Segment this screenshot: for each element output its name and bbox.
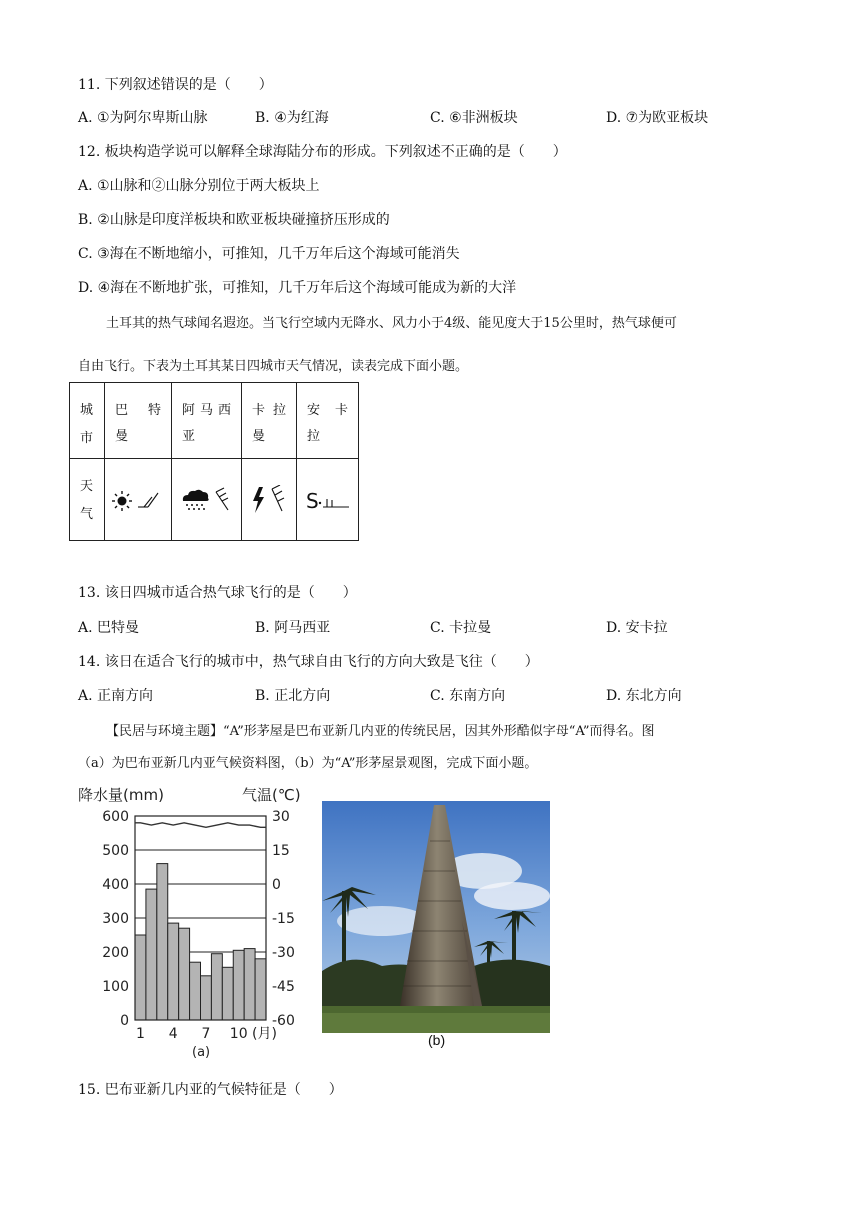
- y-tick-label: 200: [102, 945, 129, 961]
- precip-bar: [255, 959, 266, 1020]
- y2-tick-label: -15: [272, 911, 295, 927]
- png-intro-line2: （a）为巴布亚新几内亚气候资料图，（b）为“A”形茅屋景观图，完成下面小题。: [78, 756, 538, 771]
- q13-option-c: C. 卡拉曼: [430, 620, 492, 636]
- y-tick-label: 0: [120, 1013, 129, 1029]
- precip-bar: [168, 923, 179, 1020]
- city-karaman: 卡 拉 曼: [242, 383, 297, 459]
- turkey-intro-line1: 土耳其的热气球闻名遐迩。当飞行空域内无降水、风力小于4级、能见度大于15公里时，热气球便可: [106, 316, 677, 331]
- weather-table: [69, 382, 359, 541]
- y2-tick-label: 30: [272, 809, 290, 825]
- precip-bar: [135, 935, 146, 1020]
- city-ankara: 安 卡 拉: [297, 383, 359, 459]
- q12-option-d: D. ④海在不断地扩张，可推知，几千万年后这个海域可能成为新的大洋: [78, 280, 517, 296]
- y2-tick-label: -60: [272, 1013, 295, 1029]
- y2-tick-label: -45: [272, 979, 295, 995]
- temperature-line: [135, 823, 266, 828]
- q14-option-d: D. 东北方向: [606, 688, 682, 704]
- precip-bar: [222, 967, 233, 1020]
- svg-text:S: S: [305, 488, 319, 513]
- city-batman: 巴 特 曼: [105, 383, 172, 459]
- question-12: 12. 板块构造学说可以解释全球海陆分布的形成。下列叙述不正确的是（ ）: [78, 144, 567, 160]
- q11-option-c: C. ⑥非洲板块: [430, 110, 518, 126]
- row-label-city: 城 市: [70, 383, 105, 459]
- y-tick-label: 600: [102, 809, 129, 825]
- weather-ankara: [297, 459, 359, 541]
- y-axis-title-precip: 降水量(mm): [78, 786, 164, 804]
- precip-bar: [244, 949, 255, 1020]
- photo-caption: (b): [428, 1032, 446, 1048]
- city-amasya: 阿 马 西 亚: [172, 383, 242, 459]
- lightning-wind-icon: [250, 485, 288, 515]
- question-11: 11. 下列叙述错误的是（ ）: [78, 77, 273, 93]
- y-tick-label: 500: [102, 843, 129, 859]
- precip-bar: [233, 950, 244, 1020]
- chart-caption: (a): [192, 1045, 211, 1060]
- climate-chart: [74, 782, 314, 1062]
- y2-axis-title-temp: 气温(℃): [242, 786, 301, 804]
- precip-bar: [211, 954, 222, 1020]
- q14-option-c: C. 东南方向: [430, 688, 506, 704]
- q14-option-a: A. 正南方向: [78, 688, 154, 704]
- row-label-weather: 天 气: [70, 459, 105, 541]
- q11-option-a: A. ①为阿尔卑斯山脉: [78, 110, 208, 126]
- turkey-intro-line2: 自由飞行。下表为土耳其某日四城市天气情况，读表完成下面小题。: [78, 359, 469, 374]
- y-tick-label: 300: [102, 911, 129, 927]
- sun-wind-icon: [112, 487, 164, 513]
- question-14: 14. 该日在适合飞行的城市中，热气球自由飞行的方向大致是飞往（ ）: [78, 654, 539, 670]
- y-tick-label: 400: [102, 877, 129, 893]
- y2-tick-label: -30: [272, 945, 295, 961]
- weather-karaman: [242, 459, 297, 541]
- a-frame-hut-photo: [322, 801, 550, 1033]
- x-tick-label: 4: [168, 1026, 178, 1042]
- q14-option-b: B. 正北方向: [255, 688, 331, 704]
- question-13: 13. 该日四城市适合热气球飞行的是（ ）: [78, 585, 357, 601]
- x-tick-label: 7: [201, 1026, 211, 1042]
- q12-option-c: C. ③海在不断地缩小，可推知，几千万年后这个海域可能消失: [78, 246, 460, 262]
- y-tick-label: 100: [102, 979, 129, 995]
- month-unit-label: (月): [252, 1026, 277, 1042]
- precip-bar: [201, 976, 212, 1020]
- png-intro-line1: 【民居与环境主题】“A”形茅屋是巴布亚新几内亚的传统民居，因其外形酷似字母“A”而得名。图: [106, 724, 655, 739]
- q13-option-b: B. 阿马西亚: [255, 620, 331, 636]
- q12-option-b: B. ②山脉是印度洋板块和欧亚板块碰撞挤压形成的: [78, 212, 390, 228]
- fog-wind-icon: [305, 487, 351, 513]
- y2-tick-label: 0: [272, 877, 281, 893]
- q12-option-a: A. ①山脉和②山脉分别位于两大板块上: [78, 178, 320, 194]
- q11-option-d: D. ⑦为欧亚板块: [606, 110, 709, 126]
- y2-tick-label: 15: [272, 843, 290, 859]
- precip-bar: [179, 928, 190, 1020]
- rain-cloud-wind-icon: [180, 486, 234, 514]
- q13-option-a: A. 巴特曼: [78, 620, 140, 636]
- precip-bar: [190, 962, 201, 1020]
- precip-bar: [157, 864, 168, 1020]
- weather-batman: [105, 459, 172, 541]
- question-15: 15. 巴布亚新几内亚的气候特征是（ ）: [78, 1082, 343, 1098]
- q13-option-d: D. 安卡拉: [606, 620, 668, 636]
- weather-amasya: [172, 459, 242, 541]
- x-tick-label: 10: [229, 1026, 248, 1042]
- precip-bar: [146, 889, 157, 1020]
- q11-option-b: B. ④为红海: [255, 110, 329, 126]
- x-tick-label: 1: [135, 1026, 145, 1042]
